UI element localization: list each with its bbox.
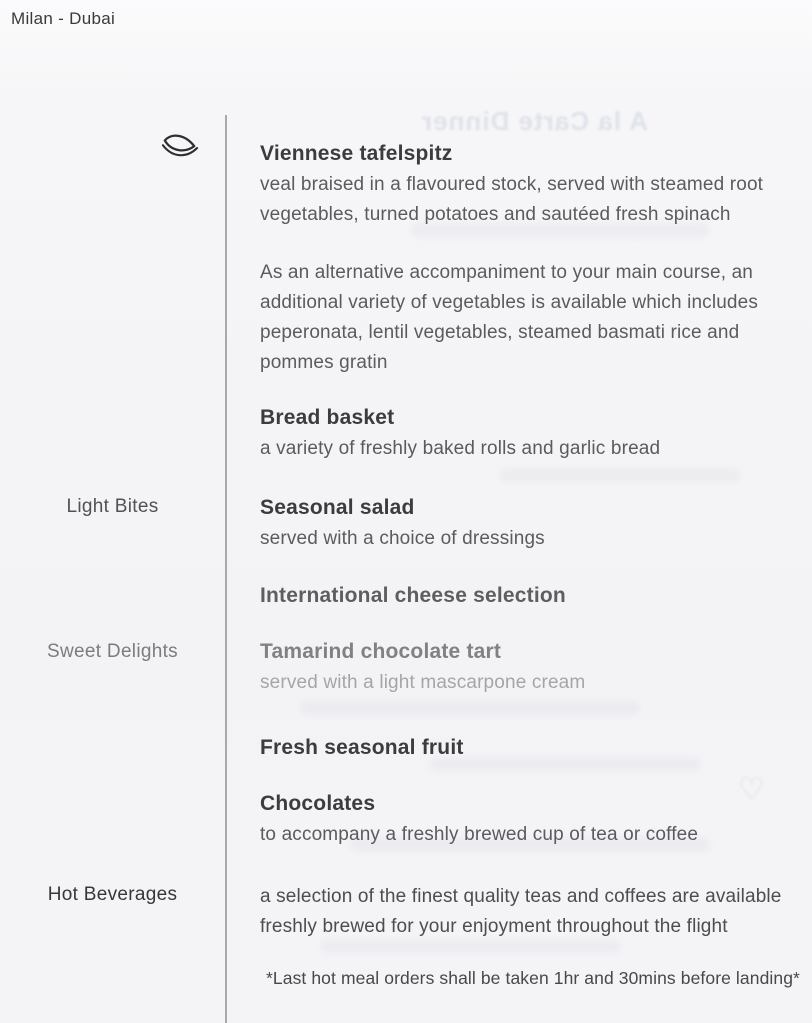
menu-item-title: Tamarind chocolate tart — [260, 640, 502, 663]
alternative-accompaniment-note — [260, 256, 788, 378]
hot-beverages-description — [260, 880, 800, 942]
menu-item-title: International cheese selection — [260, 584, 566, 607]
menu-item-cheese-selection — [260, 582, 788, 610]
bleed-through-title: A la Carte Dinner — [421, 106, 648, 136]
leaf-icon — [161, 131, 199, 167]
menu-item-description: served with a light mascarpone cream — [260, 672, 586, 693]
menu-item-title: Chocolates — [260, 792, 376, 815]
menu-item-fresh-fruit — [260, 734, 788, 762]
menu-item-title: Fresh seasonal fruit — [260, 736, 464, 759]
route-title: Milan - Dubai — [11, 9, 116, 28]
menu-item-title: Bread basket — [260, 406, 395, 429]
bleed-through-artifact — [300, 700, 640, 715]
menu-item-seasonal-salad — [260, 494, 788, 554]
last-orders-footnote: *Last hot meal orders shall be taken 1hr and 30mins before landing* — [266, 968, 800, 988]
menu-item-description: served with a choice of dressings — [260, 528, 545, 549]
menu-item-description: a variety of freshly baked rolls and garlic bread — [260, 438, 661, 459]
section-label-light-bites: Light Bites — [66, 496, 159, 517]
menu-item-tamarind-tart — [260, 638, 788, 698]
menu-item-chocolates — [260, 790, 788, 850]
bleed-through-heart-icon: ♡ — [738, 773, 765, 806]
section-label-hot-beverages: Hot Beverages — [47, 884, 178, 905]
menu-item-description: to accompany a freshly brewed cup of tea or coffee — [260, 824, 699, 845]
vertical-divider — [225, 115, 227, 1023]
menu-item-bread-basket — [260, 404, 788, 464]
menu-item-title: Seasonal salad — [260, 496, 415, 519]
menu-item-description: a selection of the finest quality teas and coffees are available freshly brewed for your enjoyment throughout the flight — [260, 886, 782, 937]
bleed-through-artifact — [500, 468, 740, 482]
section-label-sweet-delights: Sweet Delights — [47, 641, 178, 662]
menu-item-viennese-tafelspitz — [260, 140, 788, 230]
menu-item-title: Viennese tafelspitz — [260, 142, 453, 165]
note-text: As an alternative accompaniment to your main course, an additional variety of vegetables is available which includes peperonata, lentil vegetables, steamed basmati rice and pommes gratin — [260, 262, 759, 373]
menu-item-description: veal braised in a flavoured stock, served with steamed root vegetables, turned potatoes and sautéed fresh spinach — [260, 174, 764, 225]
